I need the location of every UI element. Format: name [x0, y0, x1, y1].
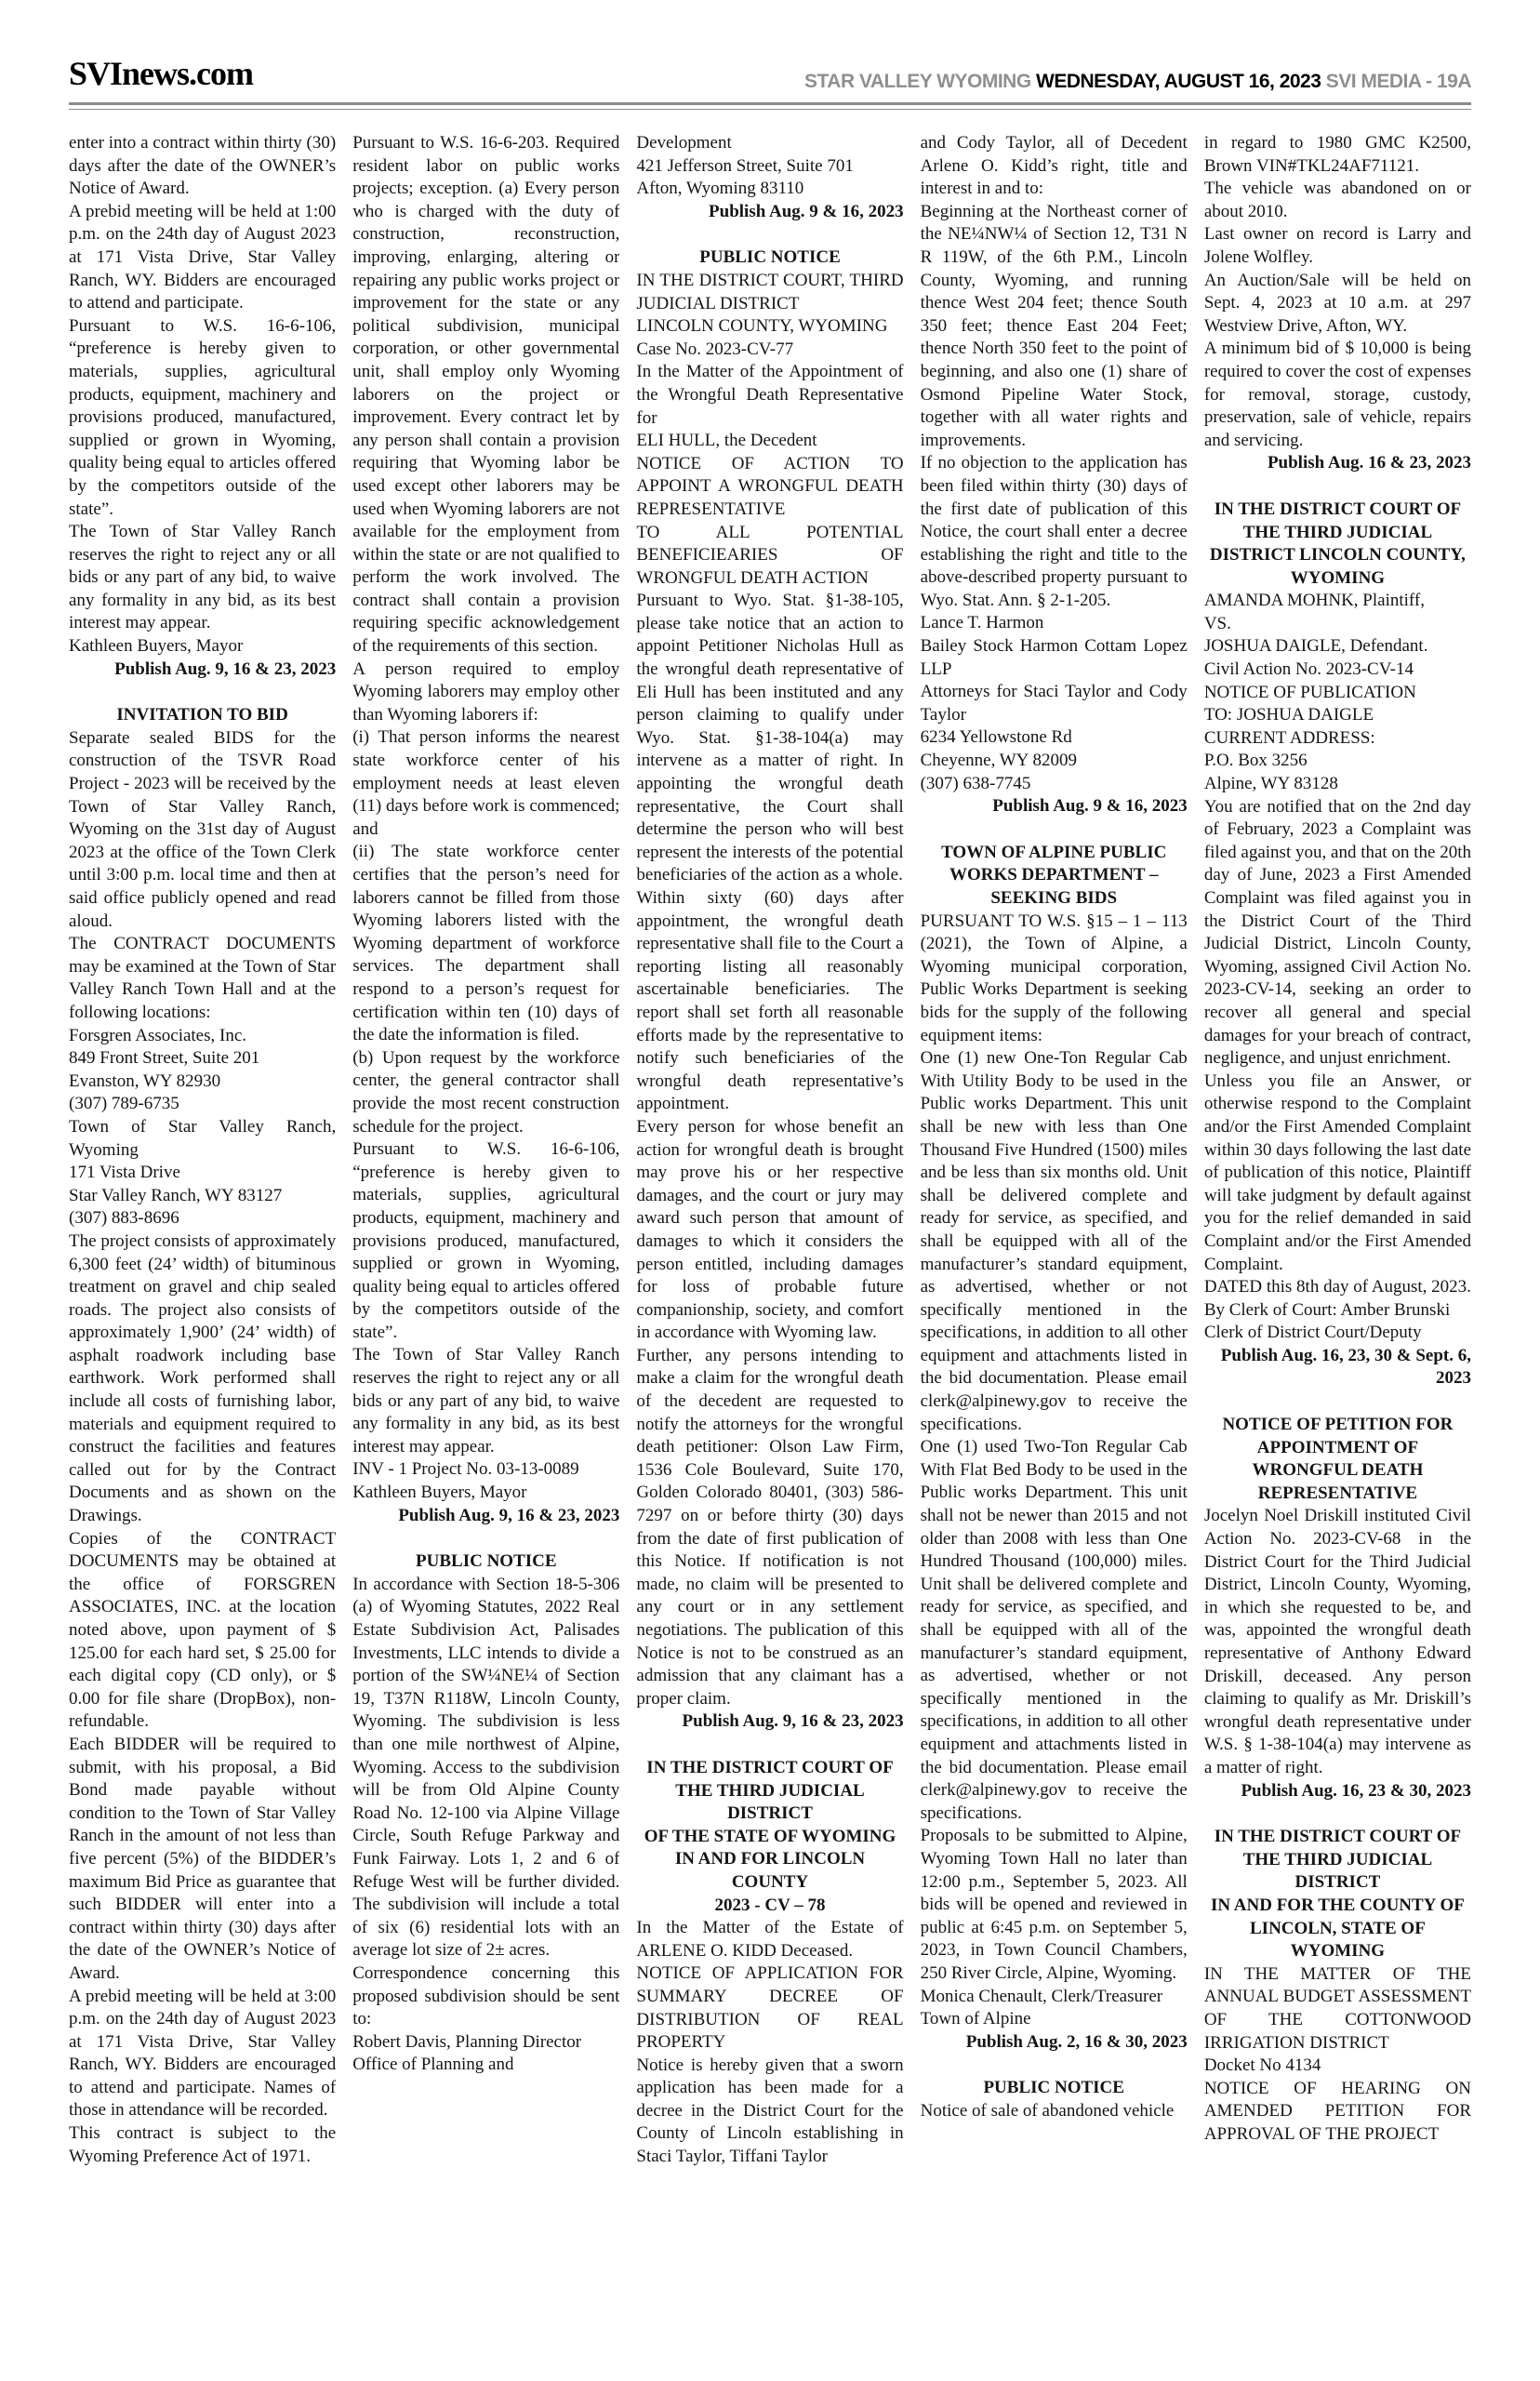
notice-paragraph: NOTICE OF HEARING ON AMENDED PETITION FOR APPROVAL OF THE PROJECT	[1203, 2078, 1471, 2144]
newspaper-logo: SVInews.com	[69, 55, 254, 92]
publish-line: Publish Aug. 16, 23 & 30, 2023	[1241, 1780, 1471, 1801]
notice-paragraph: LINCOLN COUNTY, WYOMING	[636, 316, 888, 337]
notice-paragraph: TO ALL POTENTIAL BENEFICIEARIES OF WRONGFUL DEATH ACTION	[636, 522, 904, 588]
masthead	[69, 0, 1471, 102]
notice-paragraph: Case No. 2023-CV-77	[636, 339, 794, 359]
notice-paragraph: Kathleen Buyers, Mayor	[352, 1483, 527, 1503]
notice-paragraph: enter into a contract within thirty (30) days after the date of the OWNER’s Notice of Award.	[69, 133, 337, 199]
publish-line: Publish Aug. 9, 16 & 23, 2023	[682, 1711, 904, 1732]
notice-paragraph: Every person for whose benefit an action for wrongful death is brought may prove his or her respective damages, and the court or jury may award such person that amount of damages to which it considers the person entitled, including damages for loss of probable future companionship, society, and comfort in accordance with Wyoming law.	[636, 1116, 904, 1343]
notice-columns	[69, 132, 1471, 2323]
notice-heading: INVITATION TO BID	[116, 705, 288, 725]
notice-paragraph: Notice of sale of abandoned vehicle	[920, 2100, 1175, 2121]
notice-paragraph: Notice is hereby given that a sworn application has been made for a decree in the District Court for the County of Lincoln establishing in Staci Taylor, Tiffani Taylor	[636, 2055, 904, 2167]
notice-paragraph: Pursuant to W.S. 16-6-106, “preference is hereby given to materials, supplies, agricultural products, equipment, machinery and provisions produced, manufactured, supplied or grown in Wyoming, quality being equal to articles offered by the competitors outside of the state”.	[352, 1139, 620, 1342]
notice-paragraph: Beginning at the Northeast corner of the NE¼NW¼ of Section 12, T31 N R 119W, of the 6th P.M., Lincoln County, Wyoming, and running thence West 204 feet; thence South 350 feet; thence East 204 Feet; thence North 350 feet to the point of beginning, and also one (1) share of Osmond Pipeline Water Stock, together with all water rights and improvements.	[920, 201, 1188, 450]
notice-paragraph: IN THE MATTER OF THE ANNUAL BUDGET ASSESSMENT OF THE COTTONWOOD IRRIGATION DISTRICT	[1203, 1963, 1471, 2053]
notice-paragraph: In accordance with Section 18-5-306 (a) of Wyoming Statutes, 2022 Real Estate Subdivision Act, Palisades Investments, LLC intends to divide a portion of the SW¼NE¼ of Section 19, T37N R118W, Lincoln County, Wyoming. The subdivision is less than one mile northwest of Alpine, Wyoming. Access to the subdivision will be from Old Alpine County Road No. 12-100 via Alpine Village Circle, South Refuge Parkway and Funk Fairway. Lots 1, 2 and 6 of Refuge West will be further divided. The subdivision will include a total of six (6) residential lots with an average lot size of 2± acres.	[352, 1574, 620, 1961]
notice-paragraph: (ii) The state workforce center certifies that the person’s need for laborers cannot be filled from those Wyoming laborers listed with the Wyoming department of workforce services. The department shall respond to a person’s request for certification within ten (10) days of the date the information is filed.	[352, 842, 620, 1045]
notice-heading: OF THE STATE OF WYOMING IN AND FOR LINCOLN COUNTY	[644, 1826, 896, 1892]
notice-heading: NOTICE OF PETITION FOR APPOINTMENT OF WRONGFUL DEATH REPRESENTATIVE	[1222, 1415, 1454, 1503]
notice-paragraph: Pursuant to W.S. 16-6-106, “preference is hereby given to materials, supplies, agricultural products, equipment, machinery and provisions produced, manufactured, supplied or grown in Wyoming, quality being equal to articles offered by the competitors outside of the state”.	[69, 315, 337, 519]
notice-paragraph: Robert Davis, Planning Director	[352, 2031, 582, 2052]
column-4	[921, 132, 1188, 2323]
notice-paragraph: Town of Alpine	[920, 2009, 1031, 2029]
masthead-rule	[69, 102, 1471, 110]
column-3	[636, 132, 903, 2323]
notice-heading: IN THE DISTRICT COURT OF THE THIRD JUDICIAL DISTRICT LINCOLN COUNTY, WYOMING	[1209, 499, 1466, 588]
notice-heading: IN THE DISTRICT COURT OF THE THIRD JUDICIAL DISTRICT	[1214, 1827, 1462, 1893]
notice-paragraph: A person required to employ Wyoming laborers may employ other than Wyoming laborers if:	[352, 658, 620, 725]
notice-paragraph: A prebid meeting will be held at 3:00 p.m. on the 24th day of August 2023 at 171 Vista Drive, Star Valley Ranch, WY. Bidders are encouraged to attend and participate. Names of those in attendance will be recorded.	[69, 1986, 337, 2121]
notice-paragraph: Afton, Wyoming 83110	[636, 179, 804, 199]
notice-paragraph: (307) 638-7745	[920, 773, 1031, 793]
notice-paragraph: 849 Front Street, Suite 201	[69, 1048, 260, 1069]
notice-paragraph: The Town of Star Valley Ranch reserves the right to reject any or all bids or any part of any bid, to waive any formality in any bid, as its best interest may appear.	[352, 1345, 620, 1457]
notice-paragraph: The project consists of approximately 6,300 feet (24’ width) of bituminous treatment on gravel and chip sealed roads. The project also consists of approximately 1,900’ (24’ width) of asphalt roadwork including base earthwork. Work performed shall include all costs of furnishing labor, materials and equipment required to construct the facilities and features called out for by the Contract Documents and as shown on the Drawings.	[69, 1230, 337, 1526]
notice-paragraph: Docket No 4134	[1203, 2055, 1321, 2076]
notice-paragraph: Within sixty (60) days after appointment, the wrongful death representative shall file to the Court a reporting listing all reasonably ascertainable beneficiaries. The report shall set forth all reasonable efforts made by the representative to notify such beneficiaries of the wrongful death representative’s appointment.	[636, 888, 904, 1114]
notice-paragraph: Correspondence concerning this proposed subdivision should be sent to:	[352, 1962, 620, 2029]
publish-line: Publish Aug. 9, 16 & 23, 2023	[398, 1505, 620, 1525]
notice-paragraph: Civil Action No. 2023-CV-14	[1203, 659, 1414, 680]
notice-heading: PUBLIC NOTICE	[983, 2078, 1124, 2098]
notice-paragraph: Separate sealed BIDS for the construction of the TSVR Road Project - 2023 will be received by the Town of Star Valley Ranch, Wyoming on the 31st day of August 2023 at the office of the Town Clerk until 3:00 p.m. local time and then at said office publicly opened and read aloud.	[69, 727, 337, 931]
folio-location: STAR VALLEY WYOMING	[804, 71, 1037, 92]
publish-line: Publish Aug. 9, 16 & 23, 2023	[114, 658, 337, 679]
notice-paragraph: Forsgren Associates, Inc.	[69, 1025, 247, 1045]
notice-paragraph: 6234 Yellowstone Rd	[920, 727, 1072, 748]
notice-paragraph: An Auction/Sale will be held on Sept. 4, 2023 at 10 a.m. at 297 Westview Drive, Afton, WY.	[1203, 270, 1471, 336]
notice-paragraph: Alpine, WY 83128	[1203, 774, 1338, 794]
notice-paragraph: in regard to 1980 GMC K2500, Brown VIN#TKL24AF71121.	[1203, 133, 1471, 176]
folio-edition: SVI MEDIA - 19A	[1321, 71, 1471, 92]
page-folio	[804, 71, 1471, 93]
notice-paragraph: Lance T. Harmon	[920, 613, 1044, 633]
notice-paragraph: Last owner on record is Larry and Jolene Wolfley.	[1203, 224, 1471, 267]
notice-heading: TOWN OF ALPINE PUBLIC WORKS DEPARTMENT – SEEKING BIDS	[941, 842, 1167, 908]
notice-heading: IN AND FOR THE COUNTY OF LINCOLN, STATE OF WYOMING	[1210, 1895, 1465, 1962]
notice-paragraph: IN THE DISTRICT COURT, THIRD JUDICIAL DISTRICT	[636, 270, 904, 313]
notice-paragraph: Kathleen Buyers, Mayor	[69, 636, 244, 657]
notice-paragraph: Further, any persons intending to make a claim for the wrongful death of the decedent are requested to notify the attorneys for the wrongful death petitioner: Olson Law Firm, 1536 Cole Boulevard, Suite 170, Golden Colorado 80401, (303) 586-7297 on or before thirty (30) days from the date of first publication of this Notice. If notification is not made, no claim will be presented to any court or in any settlement negotiations. The publication of this Notice is not to be construed as an admission that any claimant has a proper claim.	[636, 1345, 904, 1709]
notice-paragraph: A prebid meeting will be held at 1:00 p.m. on the 24th day of August 2023 at 171 Vista Drive, Star Valley Ranch, WY. Bidders are encouraged to attend and participate.	[69, 201, 337, 313]
notice-paragraph: Office of Planning and	[352, 2055, 514, 2075]
notice-paragraph: One (1) new One-Ton Regular Cab With Utility Body to be used in the Public works Department. This unit shall be new with less than One Thousand Five Hundred (1500) miles and be less than six months old. Unit shall be delivered complete and ready for service, as specified, and shall be equipped with all of the manufacturer’s standard equipment, as advertised, whether or not specifically mentioned in the specifications, in addition to all other equipment and attachments listed in the bid documentation. Please email clerk@alpinewy.gov to receive the specifications.	[920, 1048, 1188, 1434]
notice-paragraph: PURSUANT TO W.S. §15 – 1 – 113 (2021), the Town of Alpine, a Wyoming municipal corporation, Public Works Department is seeking bids for the supply of the following equipment items:	[920, 911, 1188, 1045]
notice-paragraph: (i) That person informs the nearest state workforce center of his employment needs at least eleven (11) days before work is commenced; and	[352, 727, 620, 839]
notice-paragraph: NOTICE OF APPLICATION FOR SUMMARY DECREE OF DISTRIBUTION OF REAL PROPERTY	[636, 1963, 904, 2053]
notice-paragraph: In the Matter of the Appointment of the Wrongful Death Representative for	[636, 362, 904, 428]
column-5	[1204, 132, 1471, 2323]
notice-paragraph: Town of Star Valley Ranch, Wyoming	[69, 1116, 337, 1160]
publish-line: Publish Aug. 9 & 16, 2023	[709, 201, 904, 221]
notice-paragraph: In the Matter of the Estate of ARLENE O. KIDD Deceased.	[636, 1918, 904, 1961]
notice-paragraph: TO: JOSHUA DAIGLE	[1203, 705, 1374, 725]
notice-paragraph: JOSHUA DAIGLE, Defendant.	[1203, 636, 1428, 657]
notice-heading: 2023 - CV – 78	[714, 1895, 826, 1915]
notice-paragraph: AMANDA MOHNK, Plaintiff,	[1203, 591, 1425, 611]
notice-paragraph: Pursuant to W.S. 16-6-203. Required resident labor on public works projects; exception. (a) Every person who is charged with the duty of construction, reconstruction, improving, enlarging, altering or repairing any public works project or improvement for the state or any political subdivision, municipal corporation, or other governmental unit, shall employ only Wyoming laborers on the project or improvement. Every contract let by any person shall contain a provision requiring that Wyoming labor be used except other laborers may be used when Wyoming laborers are not available for the employment from within the state or are not qualified to perform the work involved. The contract shall contain a provision requiring specific acknowledgement of the requirements of this section.	[352, 133, 620, 657]
notice-paragraph: 171 Vista Drive	[69, 1163, 180, 1183]
notice-paragraph: Proposals to be submitted to Alpine, Wyoming Town Hall no later than 12:00 p.m., September 5, 2023. All bids will be opened and reviewed in public at 6:45 p.m. on September 5, 2023, in Town Council Chambers, 250 River Circle, Alpine, Wyoming.	[920, 1826, 1188, 1983]
notice-paragraph: (307) 883-8696	[69, 1208, 179, 1229]
notice-paragraph: (307) 789-6735	[69, 1094, 179, 1114]
notice-paragraph: CURRENT ADDRESS:	[1203, 727, 1375, 748]
notice-paragraph: ELI HULL, the Decedent	[636, 431, 817, 451]
notice-paragraph: Evanston, WY 82930	[69, 1071, 221, 1091]
column-1	[69, 132, 336, 2323]
notice-paragraph: Attorneys for Staci Taylor and Cody Taylor	[920, 682, 1188, 725]
publish-line: Publish Aug. 16, 23, 30 & Sept. 6, 2023	[1220, 1345, 1471, 1389]
notice-paragraph: Bailey Stock Harmon Cottam Lopez LLP	[920, 636, 1188, 679]
column-2	[352, 132, 619, 2323]
notice-heading: IN THE DISTRICT COURT OF THE THIRD JUDICIAL DISTRICT	[646, 1757, 894, 1824]
notice-paragraph: You are notified that on the 2nd day of February, 2023 a Complaint was filed against you, and that on the 20th day of June, 2023 a First Amended Complaint was filed against you in the District Court of the Third Judicial District, Lincoln County, Wyoming, assigned Civil Action No. 2023-CV-14, seeking an order to recover all general and special damages for your breach of contract, negligence, and unjust enrichment.	[1203, 796, 1471, 1069]
notice-paragraph: If no objection to the application has been filed within thirty (30) days of the first date of publication of this Notice, the court shall enter a decree establishing the right and title to the above-described property pursuant to Wyo. Stat. Ann. § 2-1-205.	[920, 453, 1188, 610]
notice-paragraph: Star Valley Ranch, WY 83127	[69, 1185, 283, 1205]
notice-paragraph: VS.	[1203, 613, 1231, 633]
notice-paragraph: The CONTRACT DOCUMENTS may be examined at the Town of Star Valley Ranch Town Hall and at the following locations:	[69, 934, 337, 1022]
notice-heading: PUBLIC NOTICE	[699, 247, 841, 268]
notice-paragraph: One (1) used Two-Ton Regular Cab With Flat Bed Body to be used in the Public works Department. This unit shall not be newer than 2015 and not older than 2008 with less than One Hundred Thousand (100,000) miles. Unit shall be delivered complete and ready for service, as specified, and shall be equipped with all of the manufacturer’s standard equipment, as advertised, whether or not specifically mentioned in the specifications, in addition to all other equipment and attachments listed in the bid documentation. Please email clerk@alpinewy.gov to receive the specifications.	[920, 1437, 1188, 1823]
notice-paragraph: NOTICE OF PUBLICATION	[1203, 682, 1416, 702]
publish-line: Publish Aug. 2, 16 & 30, 2023	[965, 2031, 1188, 2052]
notice-paragraph: Pursuant to Wyo. Stat. §1-38-105, please take notice that an action to appoint Petitioner Nicholas Hull as the wrongful death representative of Eli Hull has been instituted and any person claiming to qualify under Wyo. Stat. §1-38-104(a) may intervene as a matter of right. In appointing the wrongful death representative, the Court shall determine the person who will best represent the interests of the potential beneficiaries of the action as a whole.	[636, 591, 904, 885]
notice-paragraph: Clerk of District Court/Deputy	[1203, 1323, 1422, 1343]
notice-paragraph: By Clerk of Court: Amber Brunski	[1203, 1299, 1451, 1320]
notice-paragraph: Development	[636, 133, 732, 153]
notice-paragraph: Unless you file an Answer, or otherwise respond to the Complaint and/or the First Amended Complaint within 30 days following the last date of publication of this notice, Plaintiff will take judgment by default against you for the relief demanded in said Complaint and/or the First Amended Complaint.	[1203, 1071, 1471, 1274]
notice-paragraph: The Town of Star Valley Ranch reserves the right to reject any or all bids or any part of any bid, to waive any formality in any bid, as its best interest may appear.	[69, 522, 337, 633]
notice-paragraph: Copies of the CONTRACT DOCUMENTS may be obtained at the office of FORSGREN ASSOCIATES, INC. at the location noted above, upon payment of $ 125.00 for each hard set, $ 25.00 for each digital copy (CD only), or $ 0.00 for file share (DropBox), non-refundable.	[69, 1528, 337, 1732]
notice-paragraph: P.O. Box 3256	[1203, 751, 1308, 771]
notice-paragraph: The vehicle was abandoned on or about 2010.	[1203, 179, 1471, 221]
folio-date: WEDNESDAY, AUGUST 16, 2023	[1036, 71, 1321, 92]
notice-paragraph: 421 Jefferson Street, Suite 701	[636, 155, 854, 176]
notice-paragraph: This contract is subject to the Wyoming Preference Act of 1971.	[69, 2123, 337, 2166]
publish-line: Publish Aug. 9 & 16, 2023	[992, 796, 1188, 817]
notice-paragraph: Cheyenne, WY 82009	[920, 751, 1077, 771]
publish-line: Publish Aug. 16 & 23, 2023	[1267, 453, 1471, 473]
notice-paragraph: DATED this 8th day of August, 2023.	[1203, 1277, 1471, 1297]
notice-paragraph: Monica Chenault, Clerk/Treasurer	[920, 1986, 1163, 2006]
notice-paragraph: INV - 1 Project No. 03-13-0089	[352, 1459, 579, 1480]
notice-paragraph: Jocelyn Noel Driskill instituted Civil Action No. 2023-CV-68 in the District Court for the Third Judicial District, Lincoln County, Wyoming, in which she requested to be, and was, appointed the wrongful death representative of Anthony Edward Driskill, deceased. Any person claiming to qualify as Mr. Driskill’s wrongful death representative under W.S. § 1-38-104(a) may intervene as a matter of right.	[1203, 1506, 1471, 1777]
notice-paragraph: and Cody Taylor, all of Decedent Arlene O. Kidd’s right, title and interest in and to:	[920, 133, 1188, 199]
notice-paragraph: Each BIDDER will be required to submit, with his proposal, a Bid Bond made payable without condition to the Town of Star Valley Ranch in the amount of not less than five percent (5%) of the BIDDER’s maximum Bid Price as guarantee that such BIDDER will enter into a contract within thirty (30) days after the date of the OWNER’s Notice of Award.	[69, 1734, 337, 1983]
notice-heading: PUBLIC NOTICE	[416, 1551, 557, 1572]
notice-paragraph: NOTICE OF ACTION TO APPOINT A WRONGFUL DEATH REPRESENTATIVE	[636, 453, 904, 519]
notice-paragraph: (b) Upon request by the workforce center, the general contractor shall provide the most recent construction schedule for the project.	[352, 1047, 620, 1137]
notice-paragraph: A minimum bid of $ 10,000 is being required to cover the cost of expenses for removal, storage, custody, preservation, sale of vehicle, repairs and servicing.	[1203, 339, 1471, 450]
